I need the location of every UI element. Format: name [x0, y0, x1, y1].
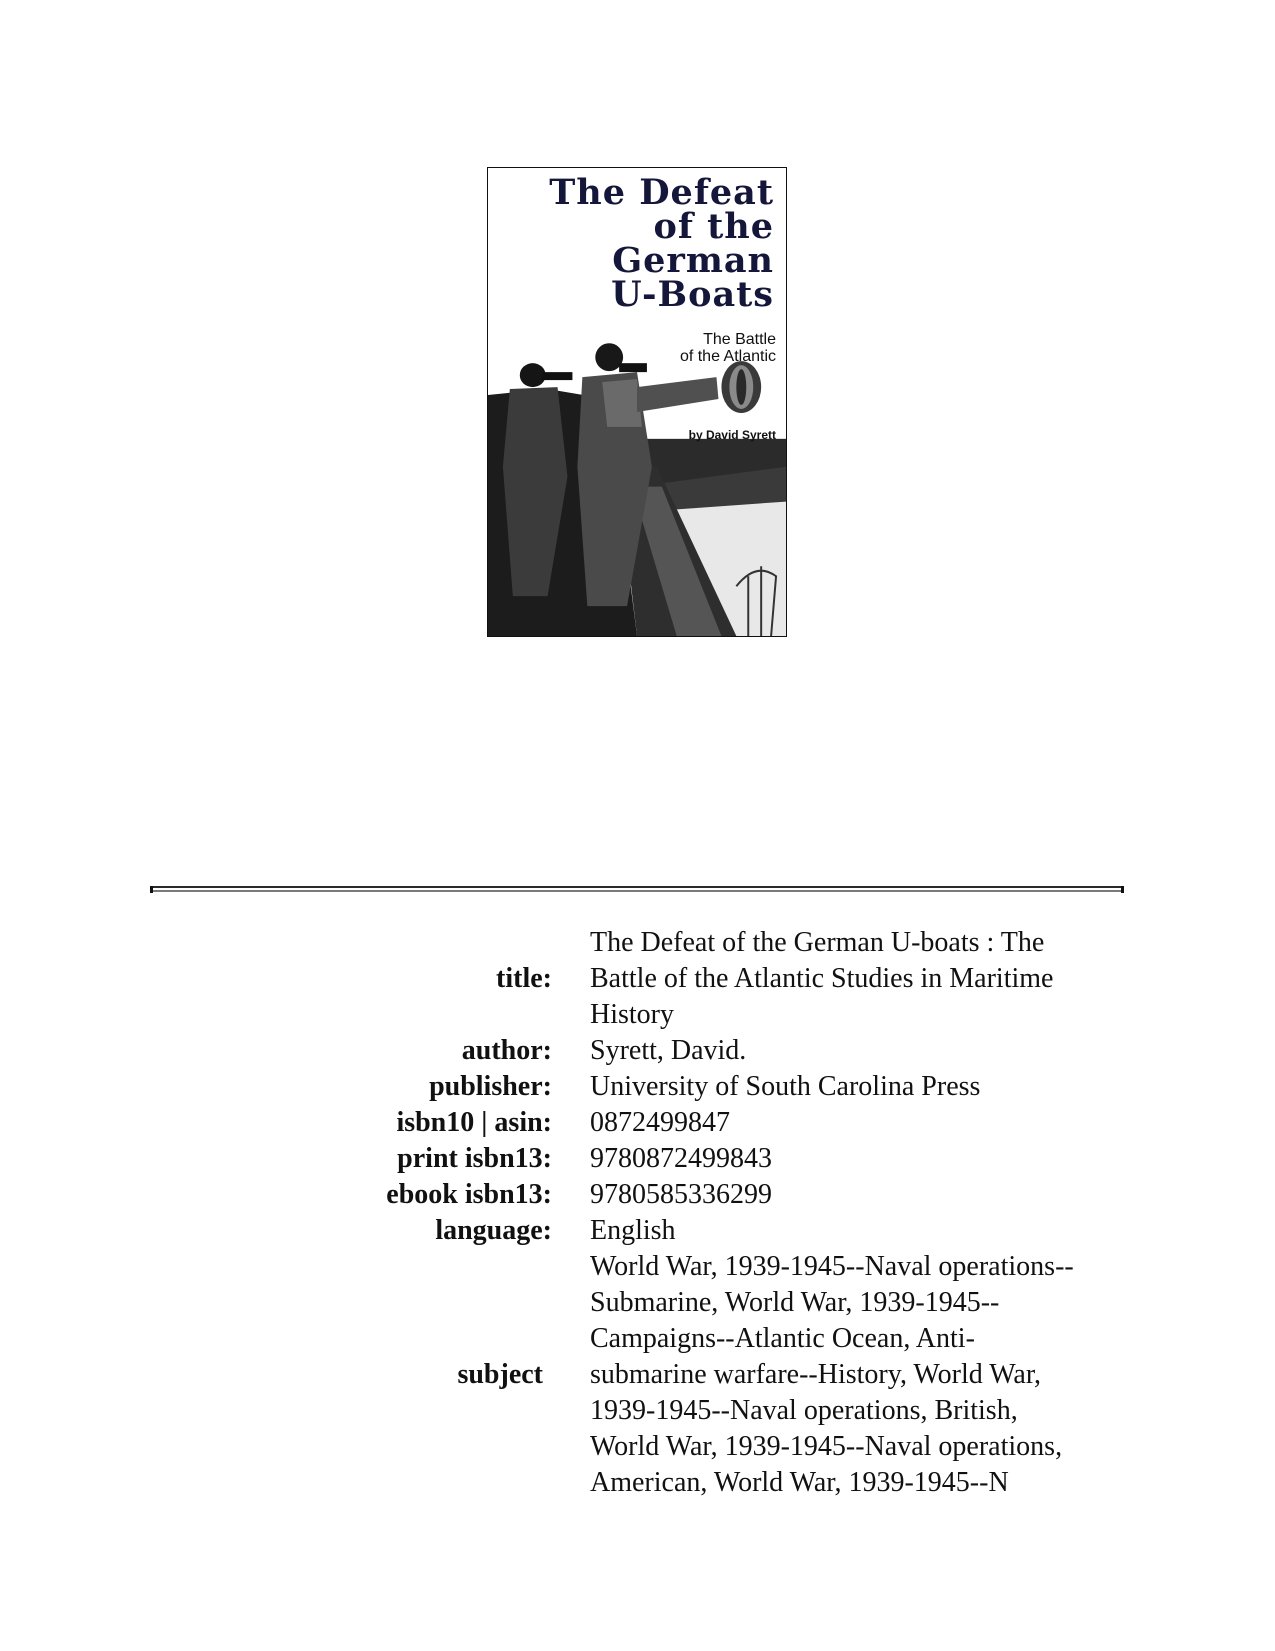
metadata-value-title: [590, 925, 1110, 1033]
value-line: American, World War, 1939-1945--N: [590, 1467, 1009, 1498]
cover-byline: by David Syrett: [688, 428, 776, 442]
metadata-value-subject: [590, 1249, 1110, 1501]
metadata-row-print-isbn13: [0, 1141, 1275, 1177]
metadata-label: publisher:: [429, 1071, 552, 1102]
metadata-row-isbn10: [0, 1105, 1275, 1141]
cover-subtitle-line: of the Atlantic: [679, 348, 776, 365]
metadata-value-author: Syrett, David.: [590, 1035, 747, 1066]
value-line: History: [590, 999, 674, 1030]
metadata-label: isbn10 | asin:: [396, 1107, 552, 1138]
cover-title-line: German: [612, 240, 774, 281]
metadata-table: [0, 925, 1275, 1501]
rule-line-dark: [150, 886, 1124, 888]
metadata-row-ebook-isbn13: [0, 1177, 1275, 1213]
metadata-row-language: [0, 1213, 1275, 1249]
metadata-row-subject: [0, 1249, 1275, 1501]
value-line: 1939-1945--Naval operations, British,: [590, 1395, 1018, 1426]
metadata-row-title: [0, 925, 1275, 1033]
metadata-row-author: [0, 1033, 1275, 1069]
rule-end-left: [150, 886, 153, 893]
cover-title-line: The Defeat: [549, 172, 774, 213]
value-line: submarine warfare--History, World War,: [590, 1359, 1042, 1390]
rule-end-right: [1121, 886, 1124, 893]
metadata-label: subject: [457, 1359, 543, 1390]
metadata-label: title:: [496, 963, 552, 994]
cover-subtitle-line: The Battle: [703, 331, 776, 348]
metadata-label: ebook isbn13:: [386, 1179, 552, 1210]
value-line: World War, 1939-1945--Naval operations--: [590, 1251, 1074, 1282]
cover-title-line: U-Boats: [611, 274, 774, 315]
horizontal-rule: [150, 886, 1124, 892]
metadata-label: author:: [461, 1035, 552, 1066]
value-line: Submarine, World War, 1939-1945--: [590, 1287, 1000, 1318]
value-line: World War, 1939-1945--Naval operations,: [590, 1431, 1063, 1462]
metadata-value-isbn10: 0872499847: [590, 1107, 730, 1138]
cover-subtitle: [680, 331, 776, 365]
metadata-value-publisher: University of South Carolina Press: [590, 1071, 981, 1102]
value-line: Battle of the Atlantic Studies in Maritime: [590, 963, 1054, 994]
value-line: The Defeat of the German U-boats : The: [590, 927, 1045, 958]
cover-title: [549, 172, 774, 315]
metadata-label: language:: [435, 1215, 552, 1246]
metadata-value-print-isbn13: 9780872499843: [590, 1143, 772, 1174]
book-cover-image: [487, 167, 787, 637]
metadata-value-language: English: [590, 1215, 676, 1246]
metadata-row-publisher: [0, 1069, 1275, 1105]
rule-line-gray: [150, 890, 1124, 892]
value-line: Campaigns--Atlantic Ocean, Anti-: [590, 1323, 975, 1354]
metadata-value-ebook-isbn13: 9780585336299: [590, 1179, 772, 1210]
metadata-label: print isbn13:: [397, 1143, 552, 1174]
cover-title-line: of the: [653, 206, 774, 247]
